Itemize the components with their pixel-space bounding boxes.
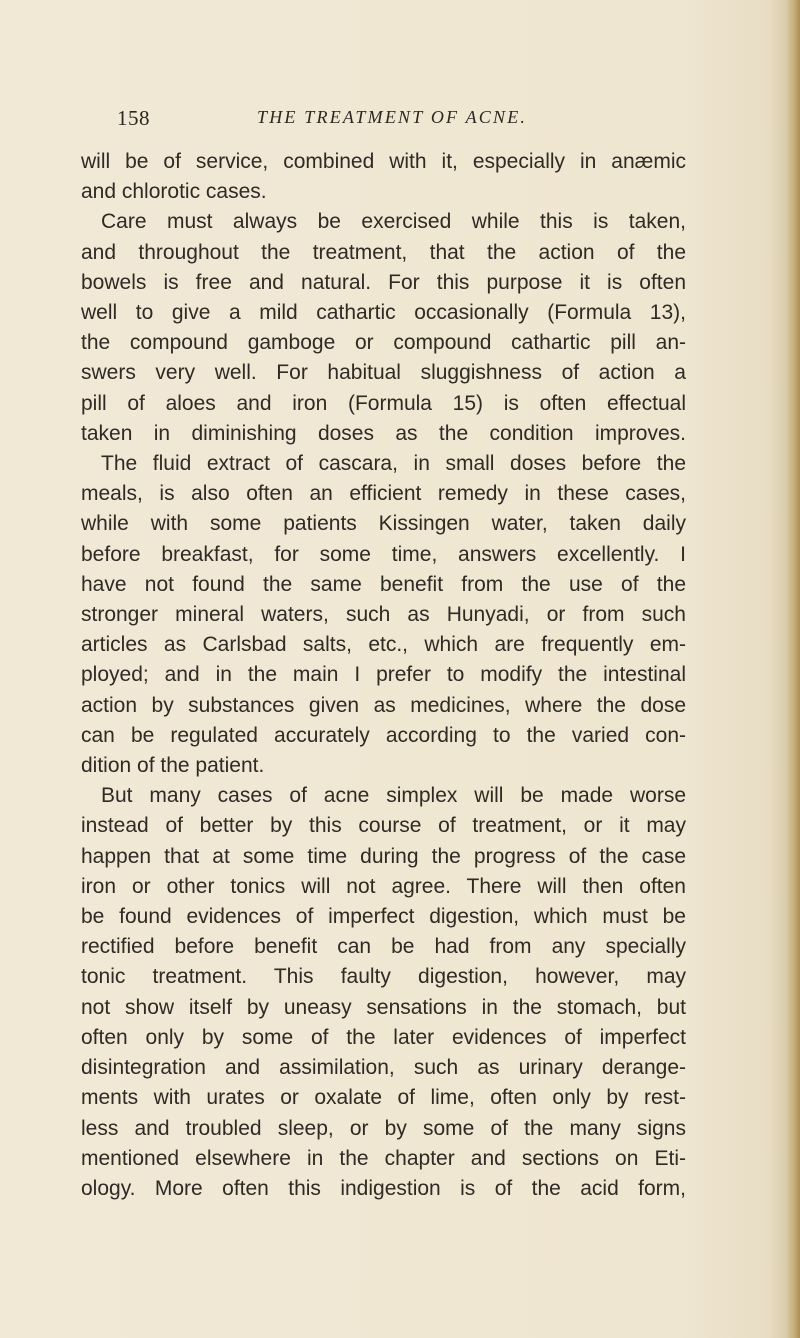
text-line: disintegration and assimilation, such as urinary derange-: [81, 1056, 686, 1080]
text-line: less and troubled sleep, or by some of the many signs: [81, 1116, 686, 1140]
text-line: happen that at some time during the progress of the case: [81, 844, 686, 868]
text-line: instead of better by this course of treatment, or it may: [81, 814, 686, 838]
text-line: be found evidences of imperfect digestion, which must be: [81, 905, 686, 929]
text-line: taken in diminishing doses as the condition improves.: [81, 421, 686, 445]
page-number: 158: [117, 106, 150, 130]
text-line: bowels is free and natural. For this purpose it is often: [81, 270, 686, 294]
page-edge-shadow: [786, 0, 800, 1338]
text-line: meals, is also often an efficient remedy in these cases,: [81, 482, 686, 506]
text-line: articles as Carlsbad salts, etc., which are frequently em-: [81, 633, 686, 657]
text-line: Care must always be exercised while this is taken,: [101, 210, 686, 234]
running-title: THE TREATMENT OF ACNE.: [257, 107, 528, 127]
page-header: [117, 106, 677, 136]
text-line: dition of the patient.: [81, 754, 265, 778]
text-line: while with some patients Kissingen water, taken daily: [81, 512, 686, 536]
text-line: mentioned elsewhere in the chapter and sections on Eti-: [81, 1146, 686, 1170]
body-text: [81, 147, 686, 1204]
text-line: action by substances given as medicines, where the dose: [81, 693, 686, 717]
text-line: swers very well. For habitual sluggishness of action a: [81, 361, 686, 385]
text-line: can be regulated accurately according to the varied con-: [81, 723, 686, 747]
text-line: not show itself by uneasy sensations in the stomach, but: [81, 995, 686, 1019]
text-line: the compound gamboge or compound cathartic pill an-: [81, 331, 686, 355]
text-line: The fluid extract of cascara, in small doses before the: [101, 452, 686, 476]
text-line: will be of service, combined with it, especially in anæmic: [81, 150, 686, 173]
text-line: ployed; and in the main I prefer to modify the intestinal: [81, 663, 686, 687]
text-line: ology. More often this indigestion is of the acid form,: [81, 1176, 686, 1200]
text-line: iron or other tonics will not agree. There will then often: [81, 874, 686, 898]
text-line: tonic treatment. This faulty digestion, however, may: [81, 965, 686, 989]
text-line: But many cases of acne simplex will be made worse: [101, 784, 686, 808]
text-line: before breakfast, for some time, answers excellently. I: [81, 542, 686, 566]
text-line: rectified before benefit can be had from any specially: [81, 935, 686, 959]
text-line: often only by some of the later evidences of imperfect: [81, 1025, 686, 1049]
text-line: well to give a mild cathartic occasionally (Formula 13),: [81, 301, 686, 325]
text-line: stronger mineral waters, such as Hunyadi, or from such: [81, 603, 686, 627]
text-line: have not found the same benefit from the use of the: [81, 572, 686, 596]
text-line: and chlorotic cases.: [81, 180, 267, 204]
text-line: and throughout the treatment, that the action of the: [81, 240, 686, 264]
text-line: ments with urates or oxalate of lime, often only by rest-: [81, 1086, 686, 1110]
text-line: pill of aloes and iron (Formula 15) is often effectual: [81, 391, 686, 415]
